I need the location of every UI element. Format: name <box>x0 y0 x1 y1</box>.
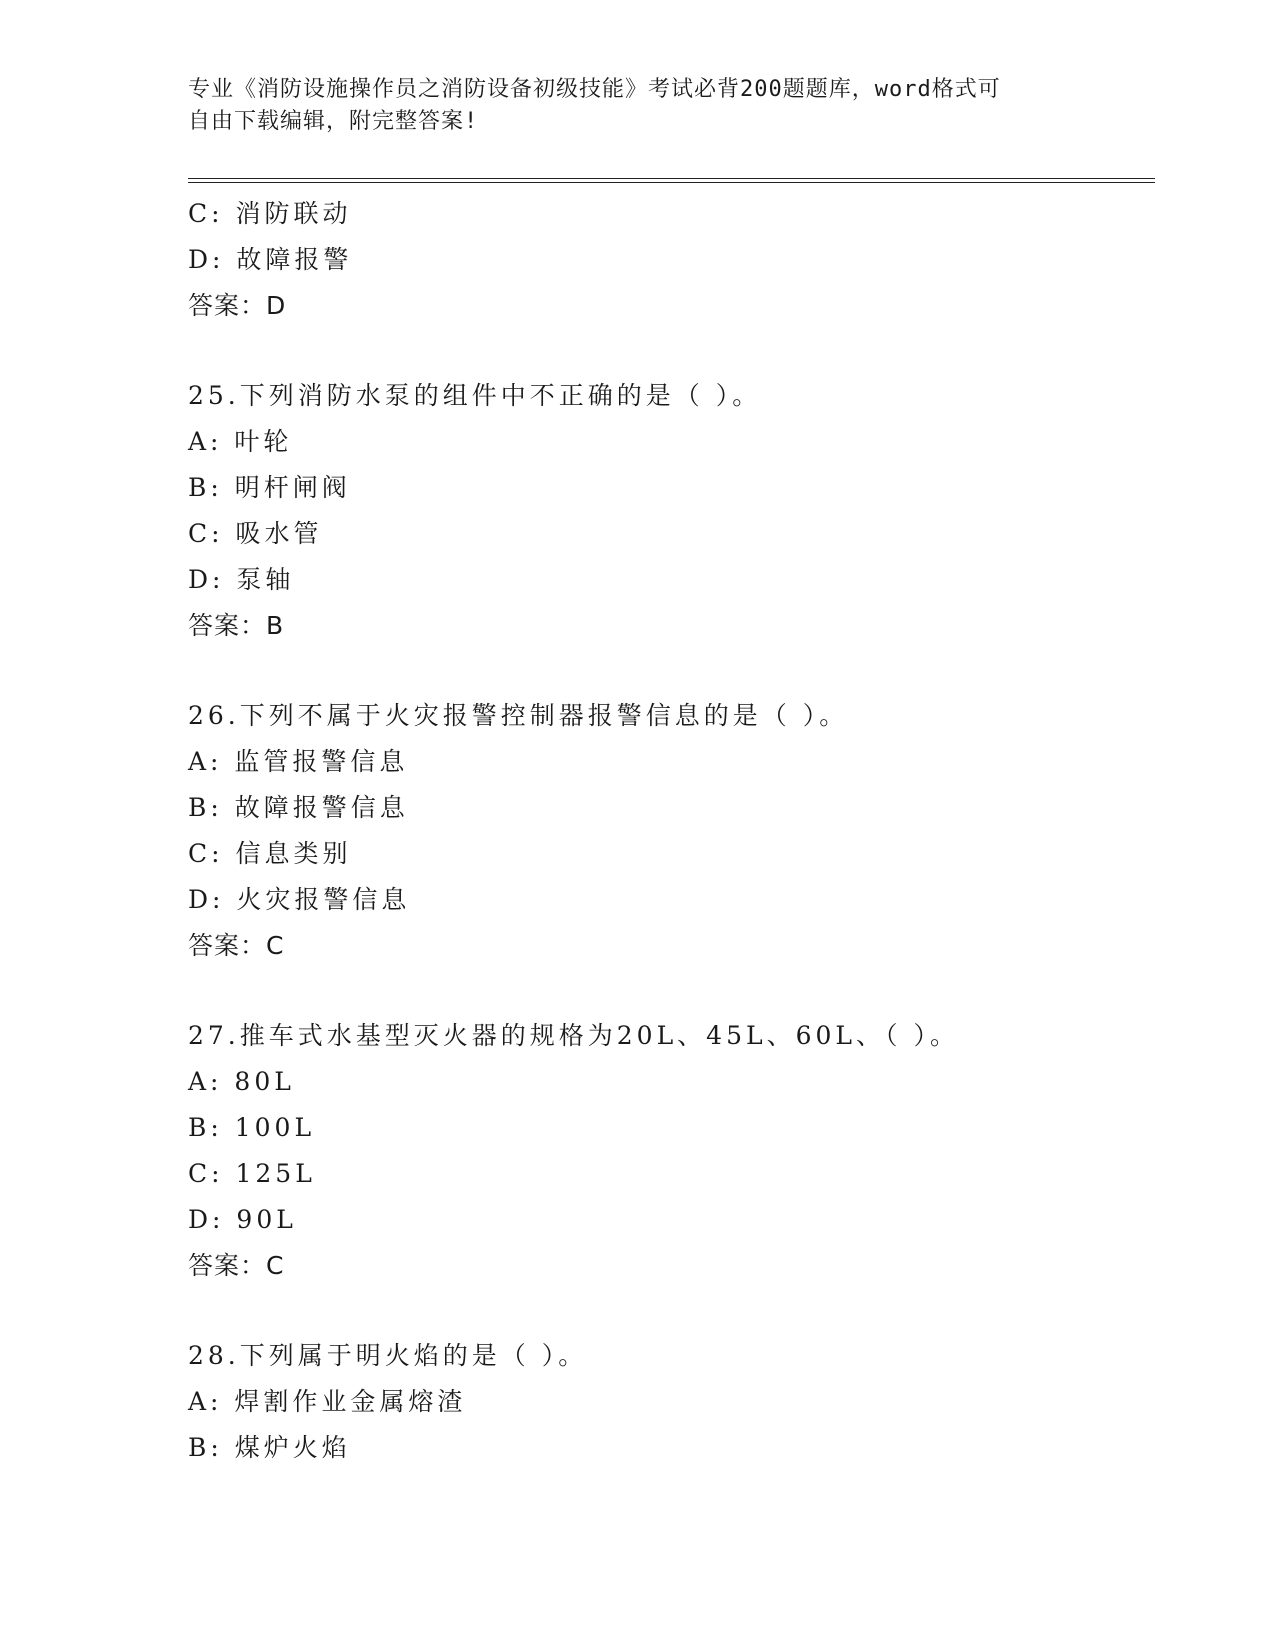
question-text: 25.下列消防水泵的组件中不正确的是（ ）。 <box>188 381 762 410</box>
question-block <box>188 191 1148 329</box>
option-b: B: 煤炉火焰 <box>188 1433 351 1462</box>
option-c: C: 信息类别 <box>188 839 352 868</box>
option-b: B: 明杆闸阀 <box>188 473 351 502</box>
question-text: 27.推车式水基型灭火器的规格为20L、45L、60L、（ ）。 <box>188 1021 959 1050</box>
answer-line: 答案：D <box>188 291 287 320</box>
option-a: A: 80L <box>188 1067 295 1096</box>
header-line-2: 自由下载编辑，附完整答案! <box>188 109 479 134</box>
option-c: C: 125L <box>188 1159 316 1188</box>
option-d: D: 90L <box>188 1205 297 1234</box>
option-b: B: 故障报警信息 <box>188 793 409 822</box>
question-block <box>188 693 1148 969</box>
option-d: D: 故障报警 <box>188 245 353 274</box>
answer-line: 答案：C <box>188 931 285 960</box>
option-c: C: 吸水管 <box>188 519 323 548</box>
page-header <box>188 74 1068 138</box>
option-d: D: 泵轴 <box>188 565 295 594</box>
question-text: 28.下列属于明火焰的是（ ）。 <box>188 1341 588 1370</box>
question-block <box>188 1013 1148 1289</box>
option-a: A: 焊割作业金属熔渣 <box>188 1387 467 1416</box>
option-d: D: 火灾报警信息 <box>188 885 411 914</box>
question-list <box>188 191 1148 1471</box>
question-block <box>188 373 1148 649</box>
option-a: A: 监管报警信息 <box>188 747 409 776</box>
answer-line: 答案：C <box>188 1251 285 1280</box>
option-b: B: 100L <box>188 1113 316 1142</box>
option-c: C: 消防联动 <box>188 199 352 228</box>
answer-line: 答案：B <box>188 611 285 640</box>
question-text: 26.下列不属于火灾报警控制器报警信息的是（ ）。 <box>188 701 849 730</box>
question-block <box>188 1333 1148 1471</box>
option-a: A: 叶轮 <box>188 427 293 456</box>
header-divider <box>188 178 1155 183</box>
header-line-1: 专业《消防设施操作员之消防设备初级技能》考试必背200题题库，word格式可 <box>188 77 1001 102</box>
